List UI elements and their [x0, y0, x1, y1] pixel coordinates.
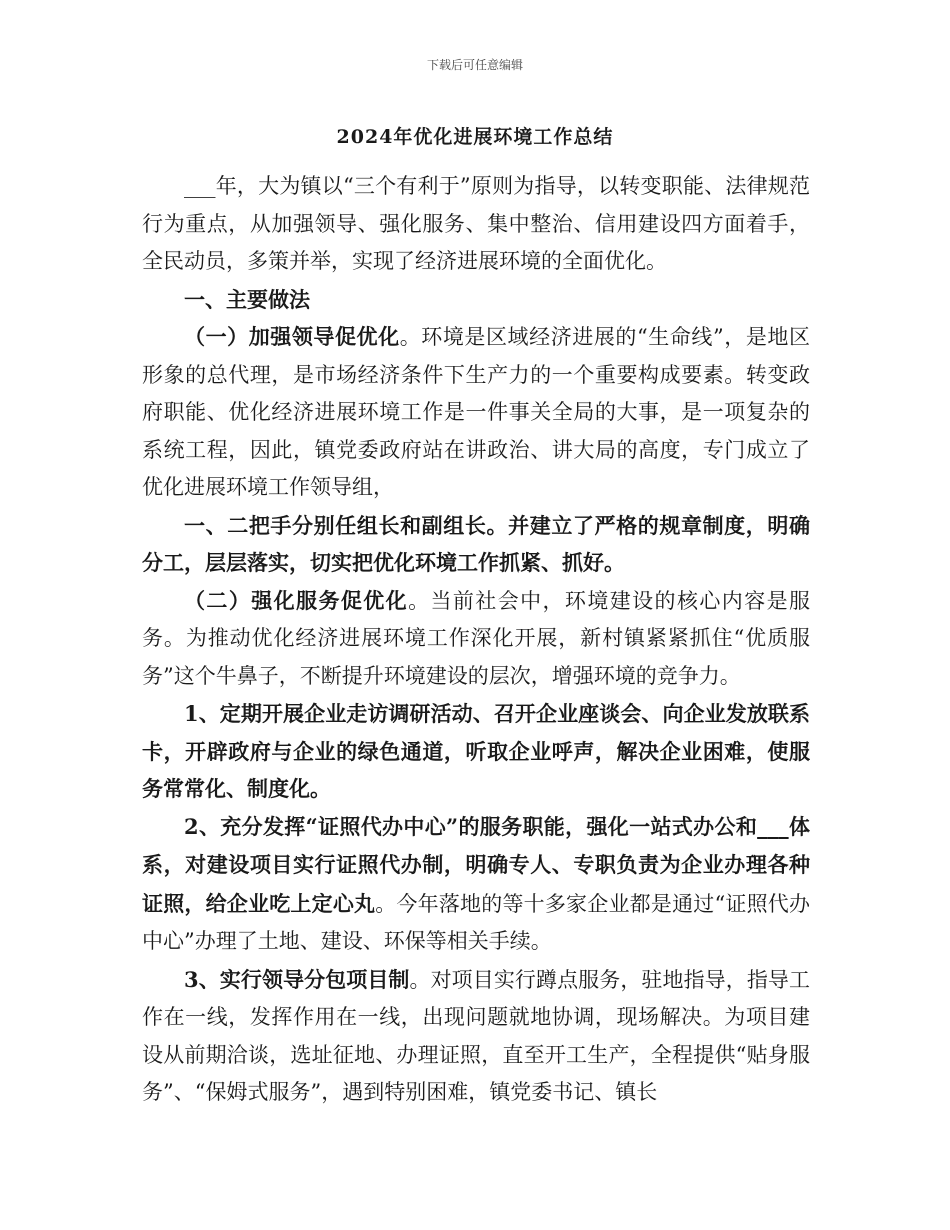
list-item-2: [142, 808, 810, 961]
list-item-1: 1、定期开展企业走访调研活动、召开企业座谈会、向企业发放联系卡，开辟政府与企业的绿色通道，听取企业呼声，解决企业困难，使服务常常化、制度化。: [142, 701, 810, 801]
paragraph-service: [142, 582, 810, 696]
paragraph-leadership-measures: 一、二把手分别任组长和副组长。并建立了严格的规章制度，明确分工，层层落实，切实把优化环境工作抓紧、抓好。: [142, 512, 810, 575]
header-note: 下载后可任意编辑: [426, 58, 523, 72]
paragraph-service-text: 。当前社会中，环境建设的核心内容是服务。为推动优化经济进展环境工作深化开展，新村镇紧紧抓住“优质服务”这个牛鼻子，不断提升环境建设的层次，增强环境的竞争力。: [142, 588, 811, 688]
paragraph-leadership-heading: （一）加强领导促优化: [184, 324, 400, 349]
list-item-3-heading: 3、实行领导分包项目制: [184, 966, 410, 992]
paragraph-service-heading: （二）强化服务促优化: [184, 587, 409, 613]
list-item-2-heading: 2、充分发挥“证照代办中心”的服务职能，强化一站式办公和___体系，对建设项目实行证照代办制，明确专人、专职负责为企业办理各种证照，给企业吃上定心丸: [142, 813, 810, 916]
list-item-3-text: 。对项目实行蹲点服务，驻地指导，指导工作在一线，发挥作用在一线，出现问题就地协调，现场解决。为项目建设从前期洽谈，选址征地、办理证照，直至开工生产，全程提供“贴身服务”、“保姆式服务”，遇到特别困难，镇党委书记、镇长: [142, 967, 810, 1104]
paragraph-leadership-text: 。环境是区域经济进展的“生命线”，是地区形象的总代理，是市场经济条件下生产力的一个重要构成要素。转变政府职能、优化经济进展环境工作是一件事关全局的大事，是一项复杂的系统工程，因此，镇党委政府站在讲政治、讲大局的高度，专门成立了优化进展环境工作领导组，: [142, 325, 810, 499]
document-body: [142, 168, 810, 1112]
intro-paragraph: ___年，大为镇以“三个有利于”原则为指导，以转变职能、法律规范行为重点，从加强领导、强化服务、集中整治、信用建设四方面着手，全民动员，多策并举，实现了经济进展环境的全面优化。: [142, 174, 810, 273]
list-item-2-text: 。今年落地的等十多家企业都是通过“证照代办中心”办理了土地、建设、环保等相关手续。: [142, 891, 811, 953]
paragraph-leadership: [142, 318, 810, 507]
document-title: 2024年优化进展环境工作总结: [336, 126, 614, 148]
section-heading-main-practices: 一、主要做法: [184, 286, 310, 312]
list-item-3: [142, 961, 810, 1112]
